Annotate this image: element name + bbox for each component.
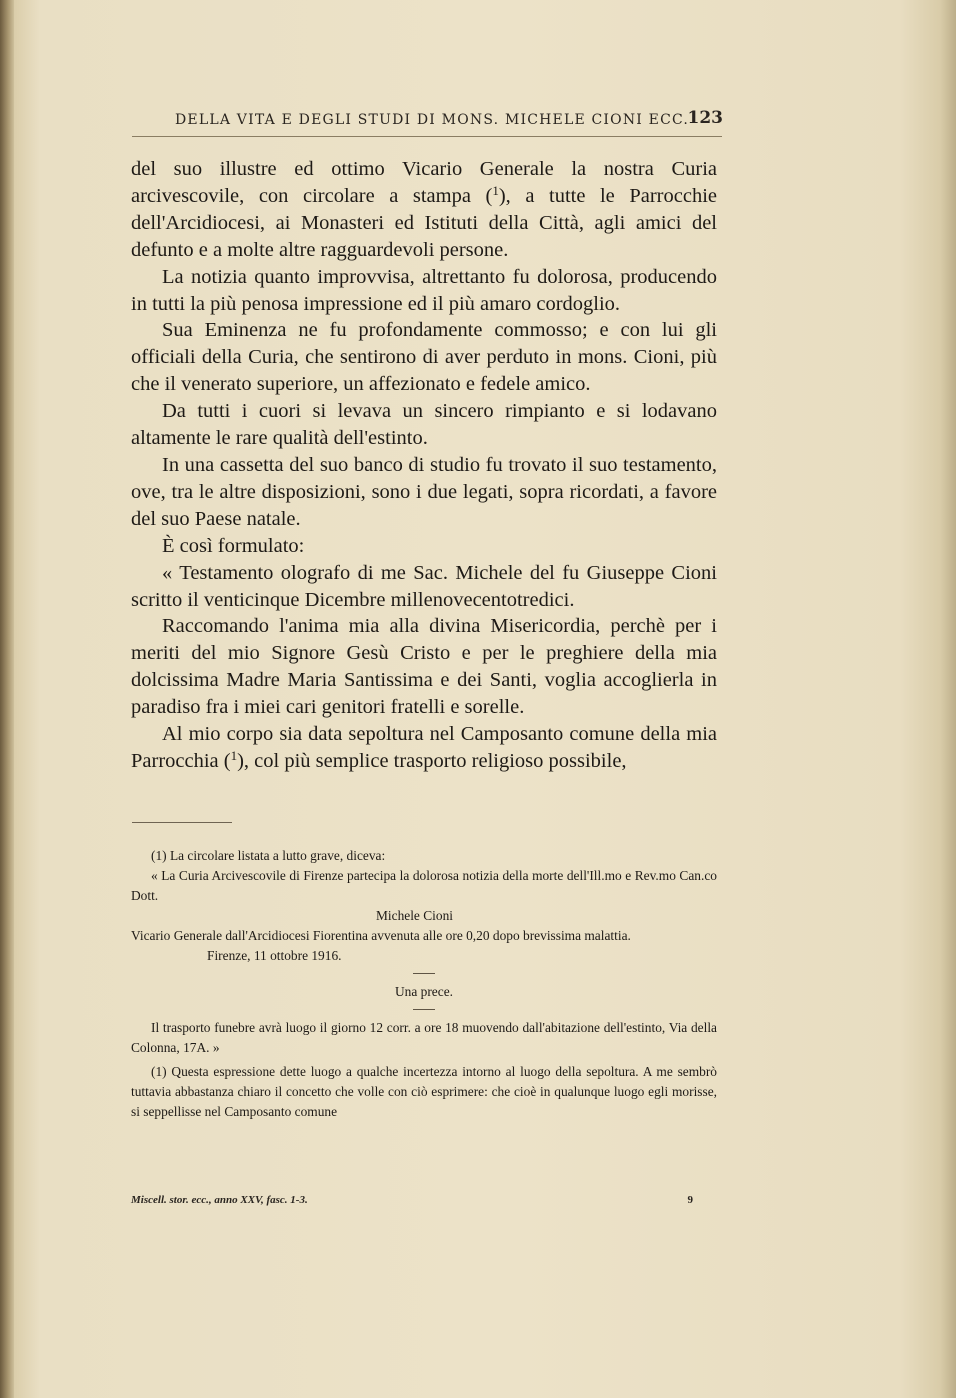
signature-number: 9 [687, 1194, 693, 1206]
footnote-1-funeral: Il trasporto funebre avrà luogo il giorno 12 corr. a ore 18 muovendo dall'abitazione dell'estinto, Via della Colonna, 17A. » [131, 1020, 717, 1055]
footnote-divider [413, 973, 435, 974]
page-number: 123 [687, 108, 723, 128]
paragraph: Da tutti i cuori si levava un sincero rimpianto e si lodavano altamente le rare qualità dell'estinto. [131, 400, 717, 450]
signature-mark: Miscell. stor. ecc., anno XXV, fasc. 1-3. [131, 1194, 308, 1206]
signature-line [131, 1194, 717, 1214]
footnote-2: (1) Questa espressione dette luogo a qualche incertezza intorno al luogo della sepoltura. A me sembrò tuttavia abbastanza chiaro il concetto che volle con ciò esprimere: che cioè in qualunque luogo egli morisse, si seppellisse nel Camposanto comune [131, 1064, 717, 1119]
footnote-divider [413, 1009, 435, 1010]
running-title: DELLA VITA E DEGLI STUDI DI MONS. MICHELE CIONI ECC. [175, 112, 690, 128]
footnote-ref: 1 [230, 747, 238, 763]
paragraph: Al mio corpo sia data sepoltura nel Camposanto comune della mia Parrocchia ($^1$), col più semplice trasporto religioso possibile, [131, 723, 717, 772]
paragraph: del suo illustre ed ottimo Vicario Generale la nostra Curia arcivescovile, con circolare a stampa ($^1$), a tutte le Parrocchie dell'Arcidiocesi, ai Monasteri ed Istituti della Città, agli amici del defunto e a molte altre ragguardevoli persone. [131, 158, 717, 261]
running-header [175, 108, 723, 134]
paragraph: La notizia quanto improvvisa, altrettanto fu dolorosa, producendo in tutti la più penosa impressione ed il più amaro cordoglio. [131, 265, 717, 315]
paragraph: È così formulato: [162, 534, 305, 557]
footnote-1-quote: « La Curia Arcivescovile di Firenze partecipa la dolorosa notizia della morte dell'Ill.mo e Rev.mo Can.co Dott. [131, 868, 717, 903]
footnote-ref: 1 [492, 182, 499, 198]
paragraph: In una cassetta del suo banco di studio fu trovato il suo testamento, ove, tra le altre disposizioni, sono i due legati, sopra ricordati, a favore del suo Paese natale. [131, 453, 717, 530]
footnote-1-prayer: Una prece. [395, 984, 453, 999]
page-binding-edge [0, 0, 14, 1398]
footnote-1-name: Michele Cioni [376, 908, 453, 923]
main-text [131, 156, 717, 775]
footnote-1-date: Firenze, 11 ottobre 1916. [207, 948, 342, 963]
footnote-rule [132, 822, 232, 823]
header-rule [132, 136, 722, 137]
paragraph: Sua Eminenza ne fu profondamente commosso; e con lui gli officiali della Curia, che sentirono di aver perduto in mons. Cioni, più che il venerato superiore, un affezionato e fedele amico. [131, 319, 717, 396]
footnote-1-intro: (1) La circolare listata a lutto grave, diceva: [151, 848, 386, 863]
paragraph: « Testamento olografo di me Sac. Michele del fu Giuseppe Cioni scritto il venticinque Dicembre millenovecentotredici. [131, 561, 717, 611]
footnotes [131, 846, 717, 1122]
footnote-1-role: Vicario Generale dall'Arcidiocesi Fiorentina avvenuta alle ore 0,20 dopo brevissima malattia. [131, 928, 631, 943]
paragraph: Raccomando l'anima mia alla divina Misericordia, perchè per i meriti del mio Signore Gesù Cristo e per le preghiere della mia dolcissima Madre Maria Santissima e dei Santi, voglia accoglierla in paradiso fra i miei cari genitori fratelli e sorelle. [131, 615, 717, 719]
